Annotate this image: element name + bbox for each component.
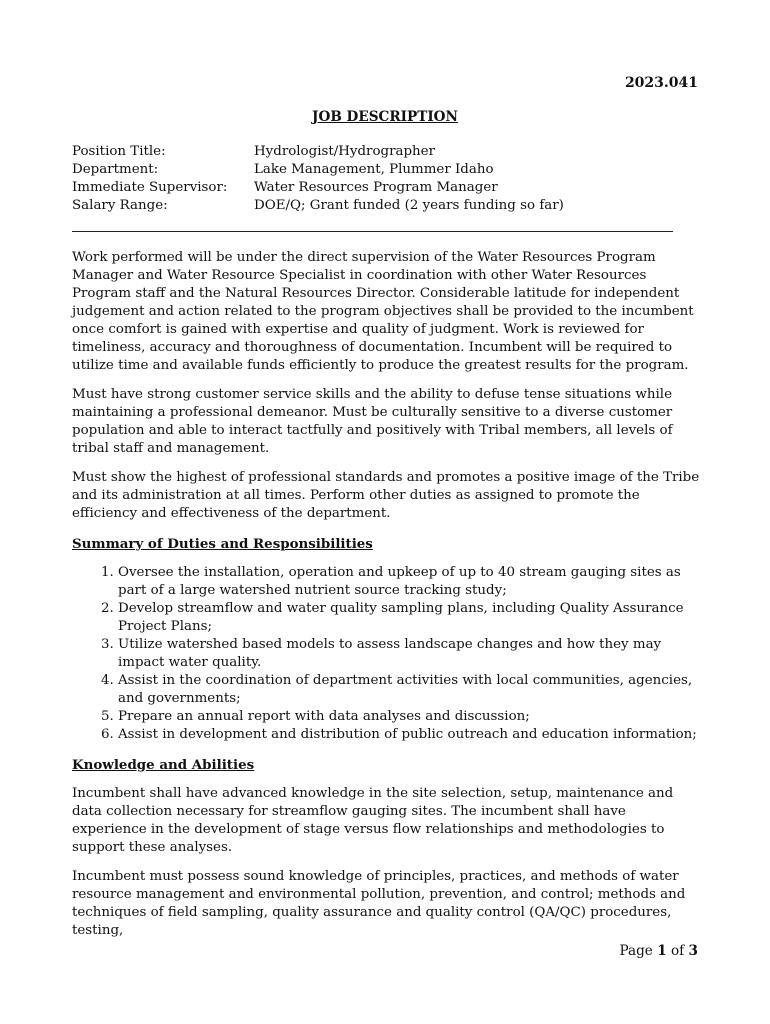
field-label: Department: <box>72 162 159 177</box>
department-row <box>72 161 672 179</box>
list-item: 3. Utilize watershed based models to assess landscape changes and how they may impact water quality. <box>118 636 700 672</box>
horizontal-divider <box>72 231 673 232</box>
intro-paragraph: Must have strong customer service skills and the ability to defuse tense situations while maintaining a professional demeanor. Must be culturally sensitive to a diverse customer population and able to interact tactfully and positively with Tribal members, all levels of tribal staff and management. <box>72 387 673 456</box>
list-item: 4. Assist in the coordination of department activities with local communities, agencies, and governments; <box>118 672 700 708</box>
list-item: 6. Assist in development and distribution of public outreach and education information; <box>118 726 700 744</box>
position-title-row <box>72 143 672 161</box>
intro-paragraph: Must show the highest of professional standards and promotes a positive image of the Tribe and its administration at all times. Perform other duties as assigned to promote the efficiency and effectiveness of the department. <box>72 470 700 521</box>
field-value: Water Resources Program Manager <box>254 180 498 195</box>
supervisor-row <box>72 179 672 197</box>
knowledge-paragraph: Incumbent shall have advanced knowledge in the site selection, setup, maintenance and data collection necessary for streamflow gauging sites. The incumbent shall have experience in the development of stage versus flow relationships and methodologies to support these analyses. <box>72 786 674 855</box>
field-label: Immediate Supervisor: <box>72 180 228 195</box>
knowledge-paragraph: Incumbent must possess sound knowledge of principles, practices, and methods of water resource management and environmental pollution, prevention, and control; methods and techniques of field sampling, quality assurance and quality control (QA/QC) procedures, testing, <box>72 869 686 938</box>
field-label: Position Title: <box>72 144 166 159</box>
duties-list <box>72 564 700 744</box>
page-word: Page <box>619 943 653 959</box>
page-number <box>619 943 698 959</box>
document-number: 2023.041 <box>624 75 698 91</box>
list-item: 1. Oversee the installation, operation and upkeep of up to 40 stream gauging sites as part of a large watershed nutrient source tracking study; <box>118 564 700 600</box>
position-info-table <box>72 143 672 215</box>
intro-paragraph: Work performed will be under the direct supervision of the Water Resources Program Manager and Water Resource Specialist in coordination with other Water Resources Program staff and the Natural Resources Director. Considerable latitude for independent judgement and action related to the program objectives shall be provided to the incumbent once comfort is gained with expertise and quality of judgment. Work is reviewed for timeliness, accuracy and thoroughness of documentation. Incumbent will be required to utilize time and available funds efficiently to produce the greatest results for the program. <box>72 250 694 373</box>
knowledge-heading: Knowledge and Abilities <box>72 757 255 773</box>
salary-row <box>72 197 672 215</box>
page-total: 3 <box>688 943 698 959</box>
document-body <box>72 249 700 951</box>
of-word: of <box>670 943 685 959</box>
list-item: 2. Develop streamflow and water quality sampling plans, including Quality Assurance Project Plans; <box>118 600 700 636</box>
page-current: 1 <box>657 943 667 959</box>
field-value: Lake Management, Plummer Idaho <box>254 162 494 177</box>
field-value: Hydrologist/Hydrographer <box>254 144 435 159</box>
list-item: 5. Prepare an annual report with data analyses and discussion; <box>118 708 700 726</box>
document-title: JOB DESCRIPTION <box>312 109 458 125</box>
field-label: Salary Range: <box>72 198 168 213</box>
duties-heading: Summary of Duties and Responsibilities <box>72 536 373 552</box>
field-value: DOE/Q; Grant funded (2 years funding so far) <box>254 198 564 213</box>
